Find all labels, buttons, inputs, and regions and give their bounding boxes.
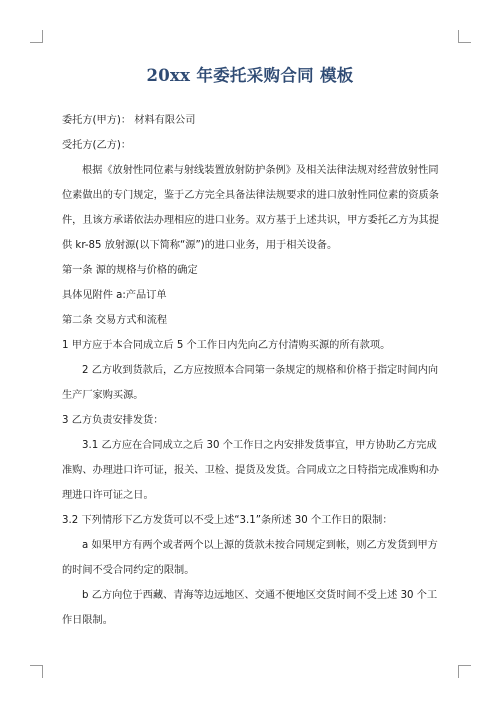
clause-3-2: 3.2 下列情形下乙方发货可以不受上述“3.1”条所述 30 个工作日的限制： — [62, 515, 393, 526]
clause-3-2-a: a 如果甲方有两个或者两个以上源的货款未按合同规定到帐，则乙方发货到甲方的时间不受合同约定的限制。 — [62, 540, 438, 576]
crop-mark-top-right — [458, 30, 471, 43]
crop-mark-top-left — [30, 30, 43, 43]
article-1-heading: 第一条 源的规格与价格的确定 — [62, 265, 198, 276]
clause-1: 1 甲方应于本合同成立后 5 个工作日内先向乙方付清购买源的所有款项。 — [62, 340, 391, 351]
party-b-line: 受托方(乙方)： — [62, 140, 132, 151]
article-1-detail: 具体见附件 a:产品订单 — [62, 290, 167, 301]
crop-mark-bottom-right — [458, 665, 471, 678]
document-body — [62, 108, 446, 633]
preamble-paragraph: 根据《放射性同位素与射线装置放射防护条例》及相关法律法规对经营放射性同位素做出的专门规定，鉴于乙方完全具备法律法规要求的进口放射性同位素的资质条件，且该方承诺依法办理相应的进口业务。双方基于上述共识，甲方委托乙方为其提供 kr-85 放射源(以下简称“源”)的进口业务，用于相关设备。 — [62, 165, 439, 251]
clause-2: 2 乙方收到货款后，乙方应按照本合同第一条规定的规格和价格于指定时间内向生产厂家购买源。 — [62, 365, 439, 401]
article-2-heading: 第二条 交易方式和流程 — [62, 315, 168, 326]
document-title: 20xx 年委托采购合同 模板 — [146, 66, 354, 85]
crop-mark-bottom-left — [30, 665, 43, 678]
clause-3: 3 乙方负责安排发货： — [62, 415, 164, 426]
clause-3-1: 3.1 乙方应在合同成立之后 30 个工作日之内安排发货事宜，甲方协助乙方完成准购、办理进口许可证，报关、卫检、提货及发货。合同成立之日特指完成准购和办理进口许可证之日。 — [62, 440, 439, 501]
party-a-line: 委托方(甲方)： 材料有限公司 — [62, 115, 196, 126]
clause-3-2-b: b 乙方向位于西藏、青海等边远地区、交通不便地区交货时间不受上述 30 个工作日限制。 — [62, 590, 438, 626]
